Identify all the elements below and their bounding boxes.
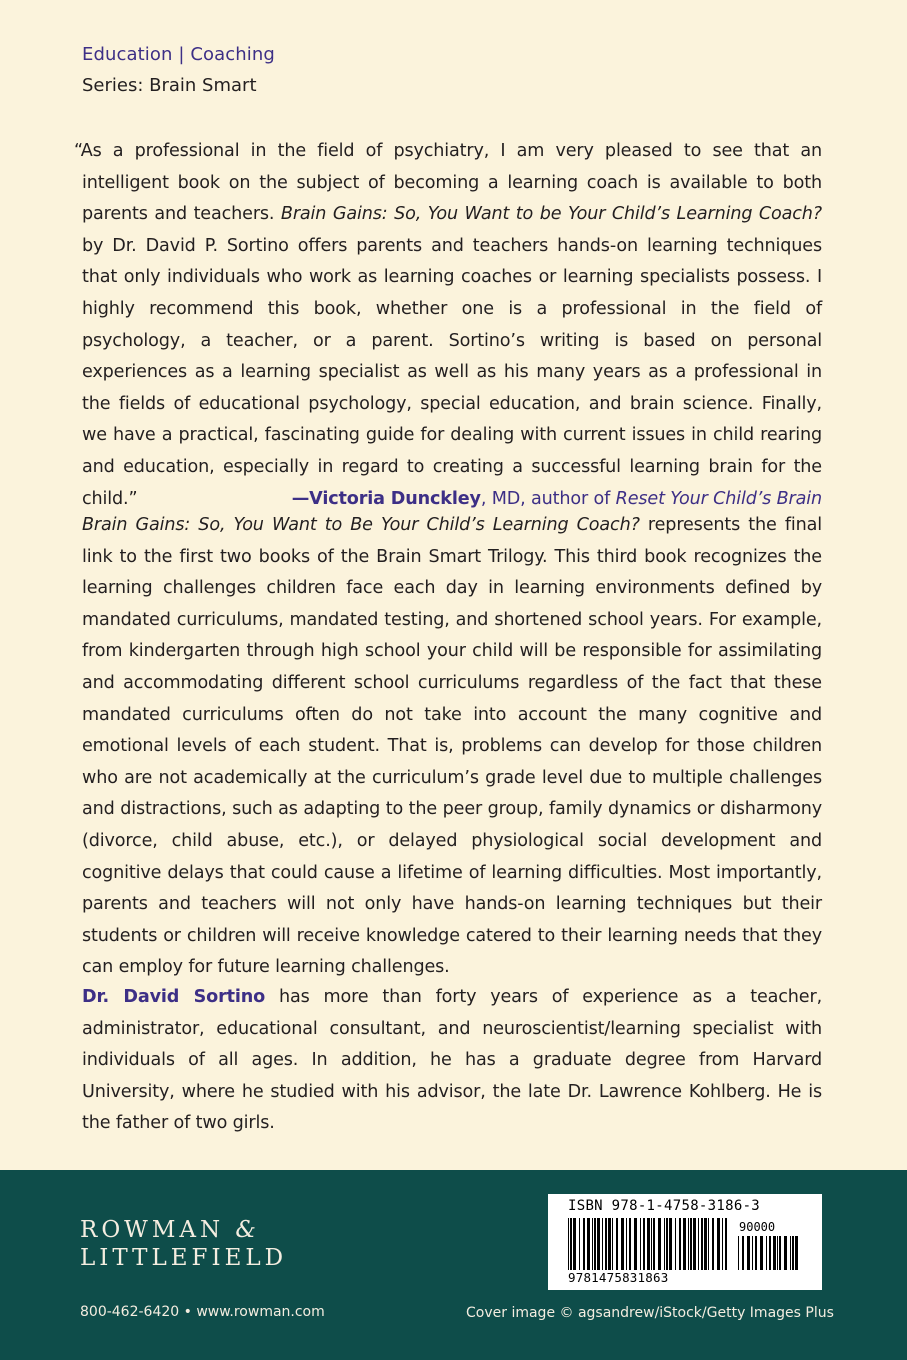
description-text: represents the final link to the first two books of the Brain Smart Trilogy. This third book recognizes the learning challenges children face each day in learning environments defined by mandated curriculums, mandated testing, and shortened school years. For example, from kindergarten through high school your child will be responsible for assimilating and accommodating different school curriculums regardless of the fact that these mandated curriculums often do not take into account the many cognitive and emotional levels of each student. That is, problems can develop for those children who are not academically at the curriculum’s grade level due to multiple challenges and distractions, such as adapting to the peer group, family dynamics or disharmony (divorce, child abuse, etc.), or delayed physiological social development and cognitive delays that could cause a lifetime of learning difficulties. Most importantly, parents and teachers will not only have hands-on learning techniques but their students or children will receive knowledge catered to their learning needs that they can employ for future learning challenges. [82,515,823,978]
description-book-title: Brain Gains: So, You Want to Be Your Child’s Learning Coach? [82,515,640,535]
publisher-name-rowman: ROWMAN [80,1217,236,1243]
publisher-ampersand: & [235,1217,256,1243]
cover-image-credit: Cover image © agsandrew/iStock/Getty Images Plus [466,1305,834,1321]
quote-text-start: “As a professional in the field of psychiatry, I am very pleased to see that an intelligent book on the subject of becoming a learning coach is available to both parents and teachers. [74,141,822,225]
publisher-name-line2: LITTLEFIELD [80,1245,288,1271]
author-bio-text: has more than forty years of experience as a teacher, administrator, educational consultant, and neuroscientist/learning specialist with individuals of all ages. In addition, he has a graduate degree from Harvard University, where he studied with his advisor, the late Dr. Lawrence Kohlberg. He is the father of two girls. [82,987,823,1134]
endorsement-quote [74,136,822,515]
barcode-digits: 9781475831863 [568,1270,669,1285]
publisher-name-line1 [80,1216,287,1244]
author-name: Dr. David Sortino [82,987,266,1007]
category-label: Education | Coaching [82,44,275,65]
author-bio [82,982,822,1140]
publisher-contact: 800-462-6420 • www.rowman.com [80,1304,325,1320]
endorser-book-title: Reset Your Child’s Brain [615,488,822,509]
barcode-main-icon [568,1218,732,1270]
quote-text-end: by Dr. David P. Sortino offers parents and teachers hands-on learning techniques that only individuals who work as learning coaches or learning specialists possess. I highly recommend this book, whether one is a professional in the field of psychology, a teacher, or a parent. Sortino’s writing is based on personal experiences as a learning specialist as well as his many years as a professional in the fields of educational psychology, special education, and brain science. Finally, we have a practical, fascinating guide for dealing with current issues in child rearing and education, especially in regard to creating a successful learning brain for the child.” [82,235,822,509]
series-label: Series: Brain Smart [82,75,257,96]
publisher-logo [80,1216,287,1272]
isbn-number: ISBN 978-1-4758-3186-3 [568,1198,761,1214]
endorser-name: —Victoria Dunckley [291,488,481,509]
barcode-addon-icon [738,1236,802,1270]
isbn-barcode-box [548,1194,822,1290]
price-code: 90000 [739,1220,776,1234]
endorser-credentials: , MD, author of [480,488,616,509]
quote-book-title: Brain Gains: So, You Want to be Your Child’s Learning Coach? [280,204,822,225]
book-description [82,510,822,984]
